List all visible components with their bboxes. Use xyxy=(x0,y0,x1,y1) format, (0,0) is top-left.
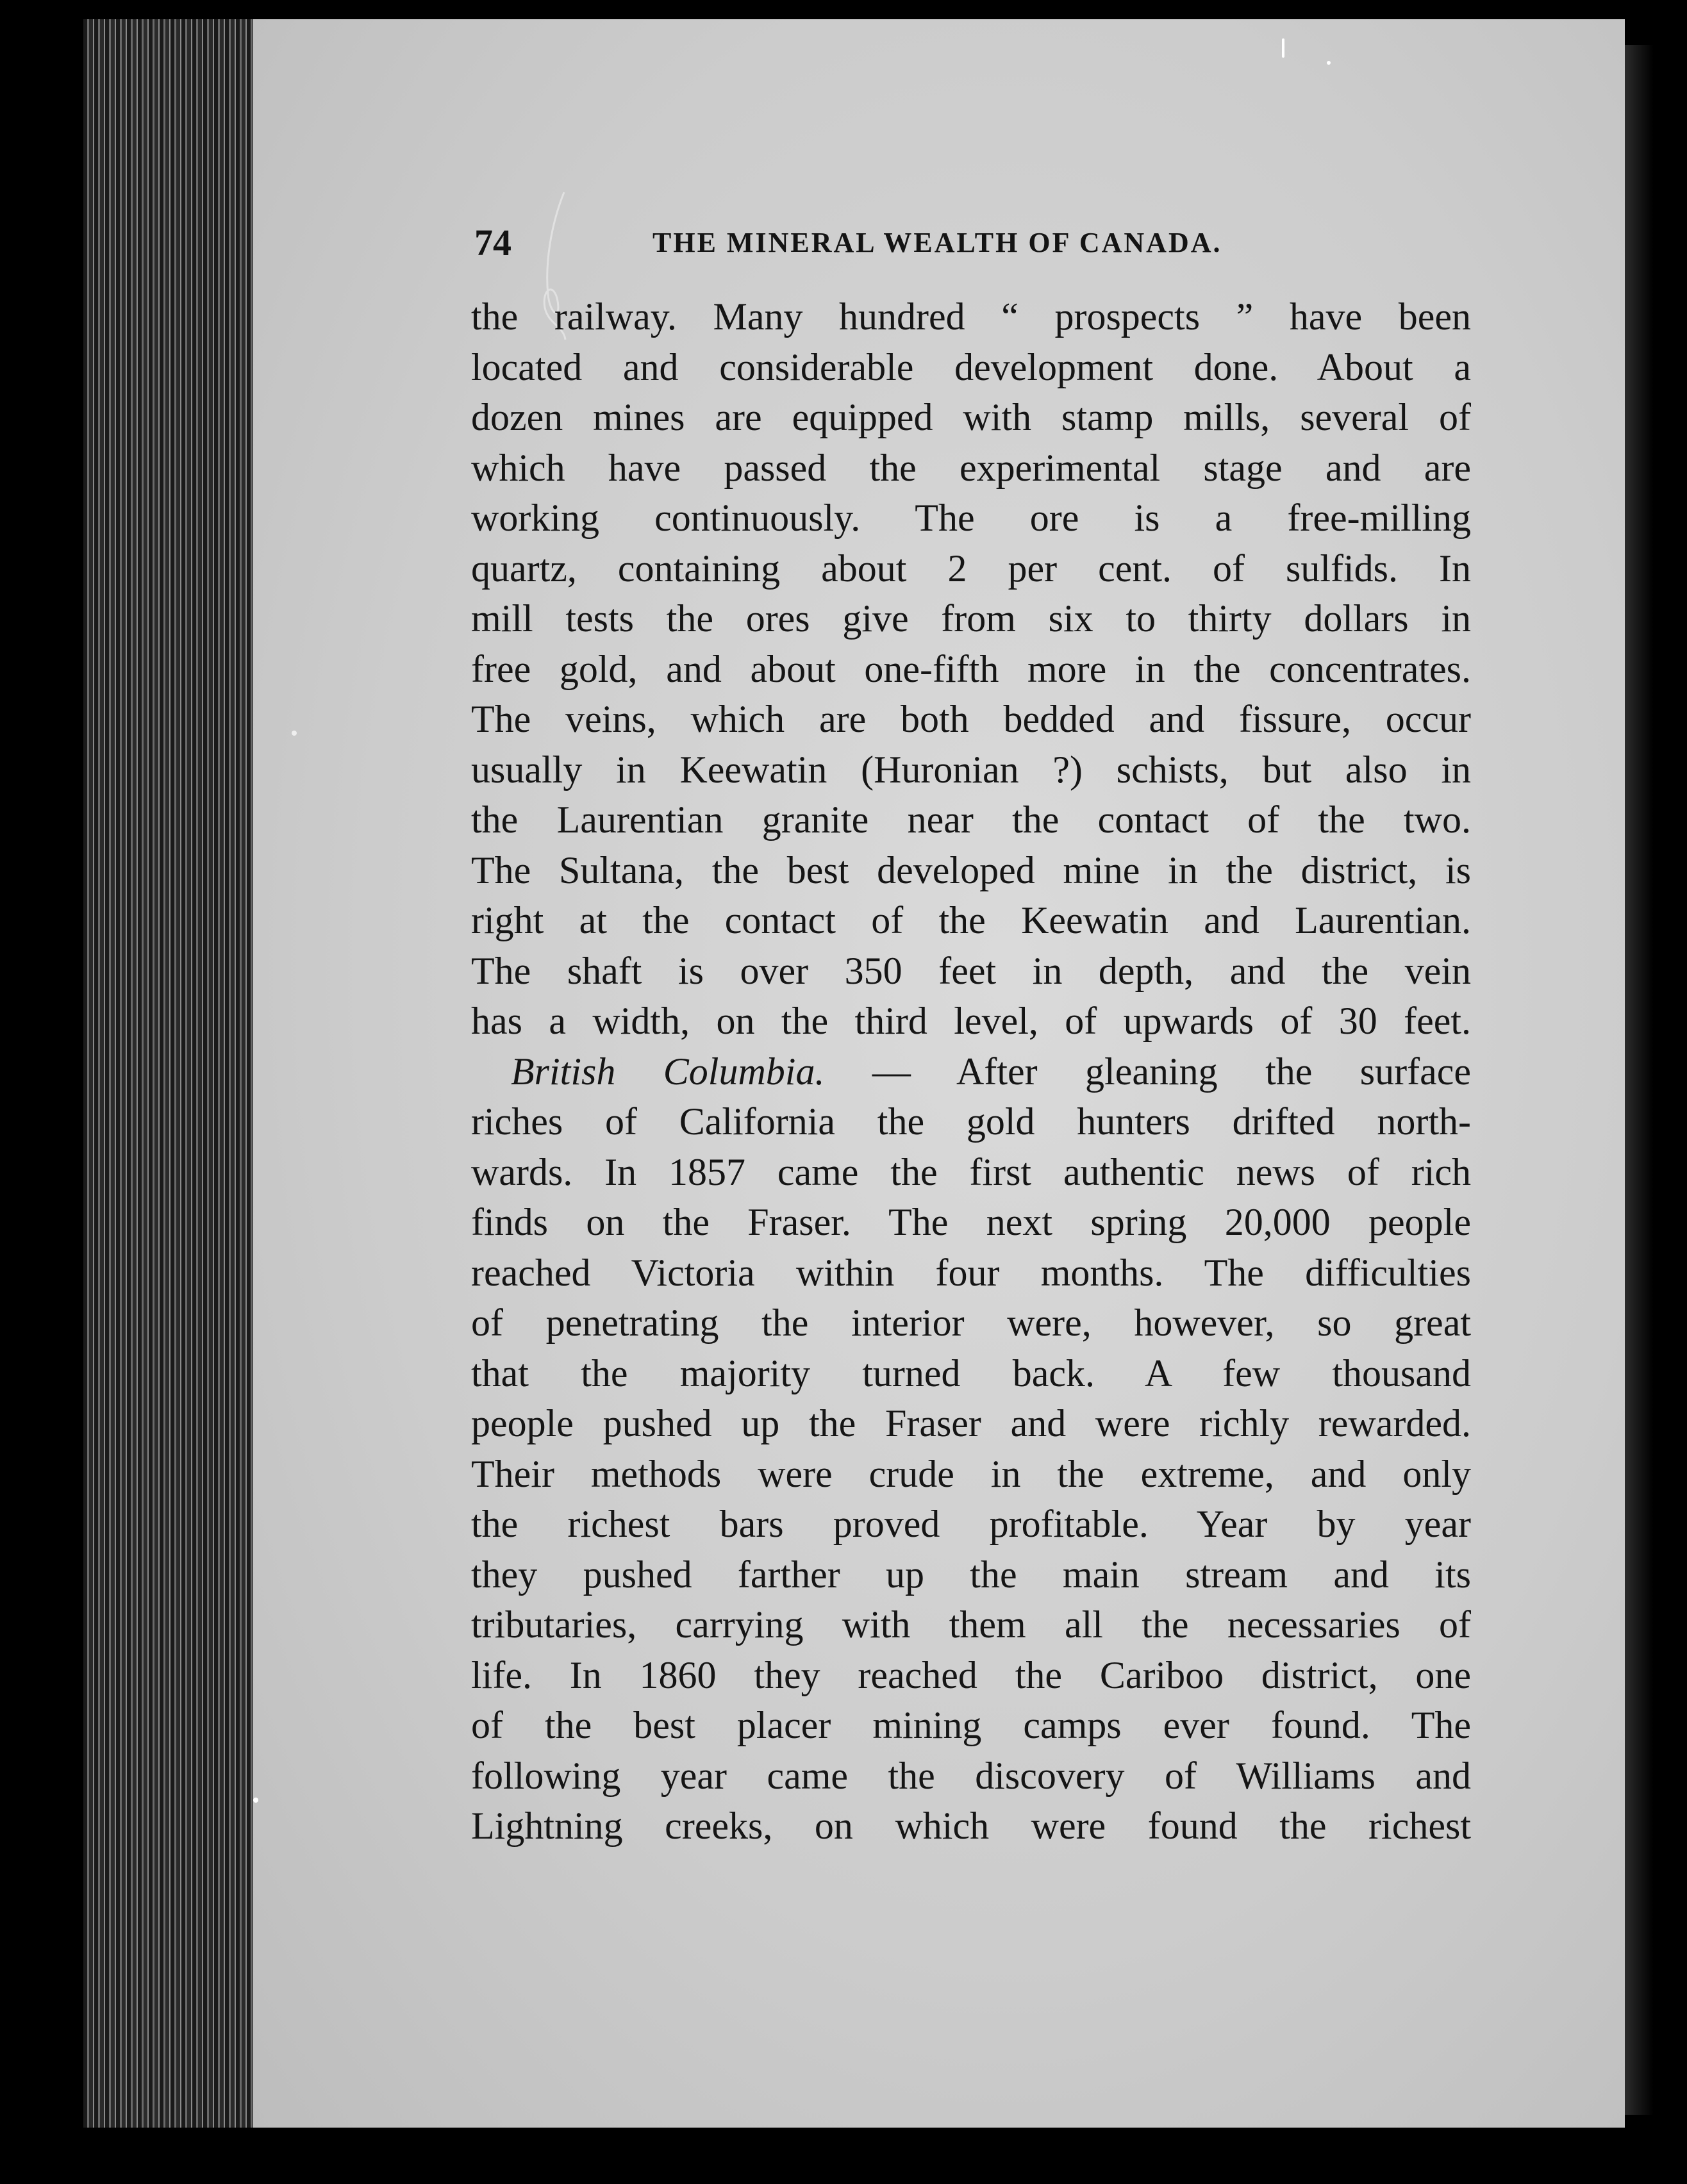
text-line xyxy=(471,1046,1471,1097)
page-block-edges xyxy=(83,19,263,2128)
section-heading: British Columbia. xyxy=(511,1050,825,1093)
text-line: which have passed the experimental stage and are xyxy=(471,446,1471,489)
text-line: The veins, which are both bedded and fissure, occur xyxy=(471,698,1471,740)
scan-speck xyxy=(292,731,297,736)
text-line: free gold, and about one-fifth more in the concentrates. xyxy=(471,647,1471,690)
page-number: 74 xyxy=(474,222,511,263)
running-head: THE MINERAL WEALTH OF CANADA. xyxy=(652,227,1222,258)
scan-speck xyxy=(1327,61,1331,65)
paragraph xyxy=(471,1046,1471,1851)
text-line: the richest bars proved profitable. Year by year xyxy=(471,1503,1471,1545)
text-line: mill tests the ores give from six to thirty dollars in xyxy=(471,597,1471,640)
text-line: riches of California the gold hunters drifted north- xyxy=(471,1100,1471,1143)
text-line: people pushed up the Fraser and were richly rewarded. xyxy=(471,1402,1471,1444)
paragraph xyxy=(471,292,1471,1046)
text-line: they pushed farther up the main stream and its xyxy=(471,1553,1471,1596)
text-line: of the best placer mining camps ever found. The xyxy=(471,1704,1471,1746)
text-line: has a width, on the third level, of upwards of 30 feet. xyxy=(471,1000,1471,1042)
text-line: located and considerable development done. About a xyxy=(471,345,1471,388)
text-line: dozen mines are equipped with stamp mills, several of xyxy=(471,396,1471,438)
text-line: working continuously. The ore is a free-milling xyxy=(471,497,1471,539)
scan-speck xyxy=(253,1798,258,1803)
text-line: reached Victoria within four months. The difficulties xyxy=(471,1251,1471,1294)
text-line: The shaft is over 350 feet in depth, and the vein xyxy=(471,949,1471,992)
text-line: tributaries, carrying with them all the necessaries of xyxy=(471,1603,1471,1646)
text-run: — After gleaning the surface xyxy=(872,1050,1471,1093)
text-line: usually in Keewatin (Huronian ?) schists, but also in xyxy=(471,748,1471,791)
text-line: of penetrating the interior were, however, so great xyxy=(471,1302,1471,1344)
scan-speck xyxy=(1282,38,1284,58)
text-line: wards. In 1857 came the first authentic news of rich xyxy=(471,1150,1471,1193)
text-line: following year came the discovery of Williams and xyxy=(471,1754,1471,1797)
page-gutter-shadow xyxy=(1625,45,1654,2115)
text-line: The Sultana, the best developed mine in the district, is xyxy=(471,848,1471,891)
text-line: right at the contact of the Keewatin and Laurentian. xyxy=(471,899,1471,941)
text-line: the Laurentian granite near the contact of the two. xyxy=(471,798,1471,841)
text-line: life. In 1860 they reached the Cariboo district, one xyxy=(471,1653,1471,1696)
body-text xyxy=(471,292,1471,1851)
page-header xyxy=(474,221,1327,272)
text-line: that the majority turned back. A few thousand xyxy=(471,1352,1471,1394)
text-line: Their methods were crude in the extreme, and only xyxy=(471,1452,1471,1495)
text-line: finds on the Fraser. The next spring 20,000 people xyxy=(471,1201,1471,1243)
text-line: Lightning creeks, on which were found the richest xyxy=(471,1805,1471,1847)
text-line: quartz, containing about 2 per cent. of sulfids. In xyxy=(471,547,1471,590)
text-line: the railway. Many hundred “ prospects ” have been xyxy=(471,295,1471,338)
